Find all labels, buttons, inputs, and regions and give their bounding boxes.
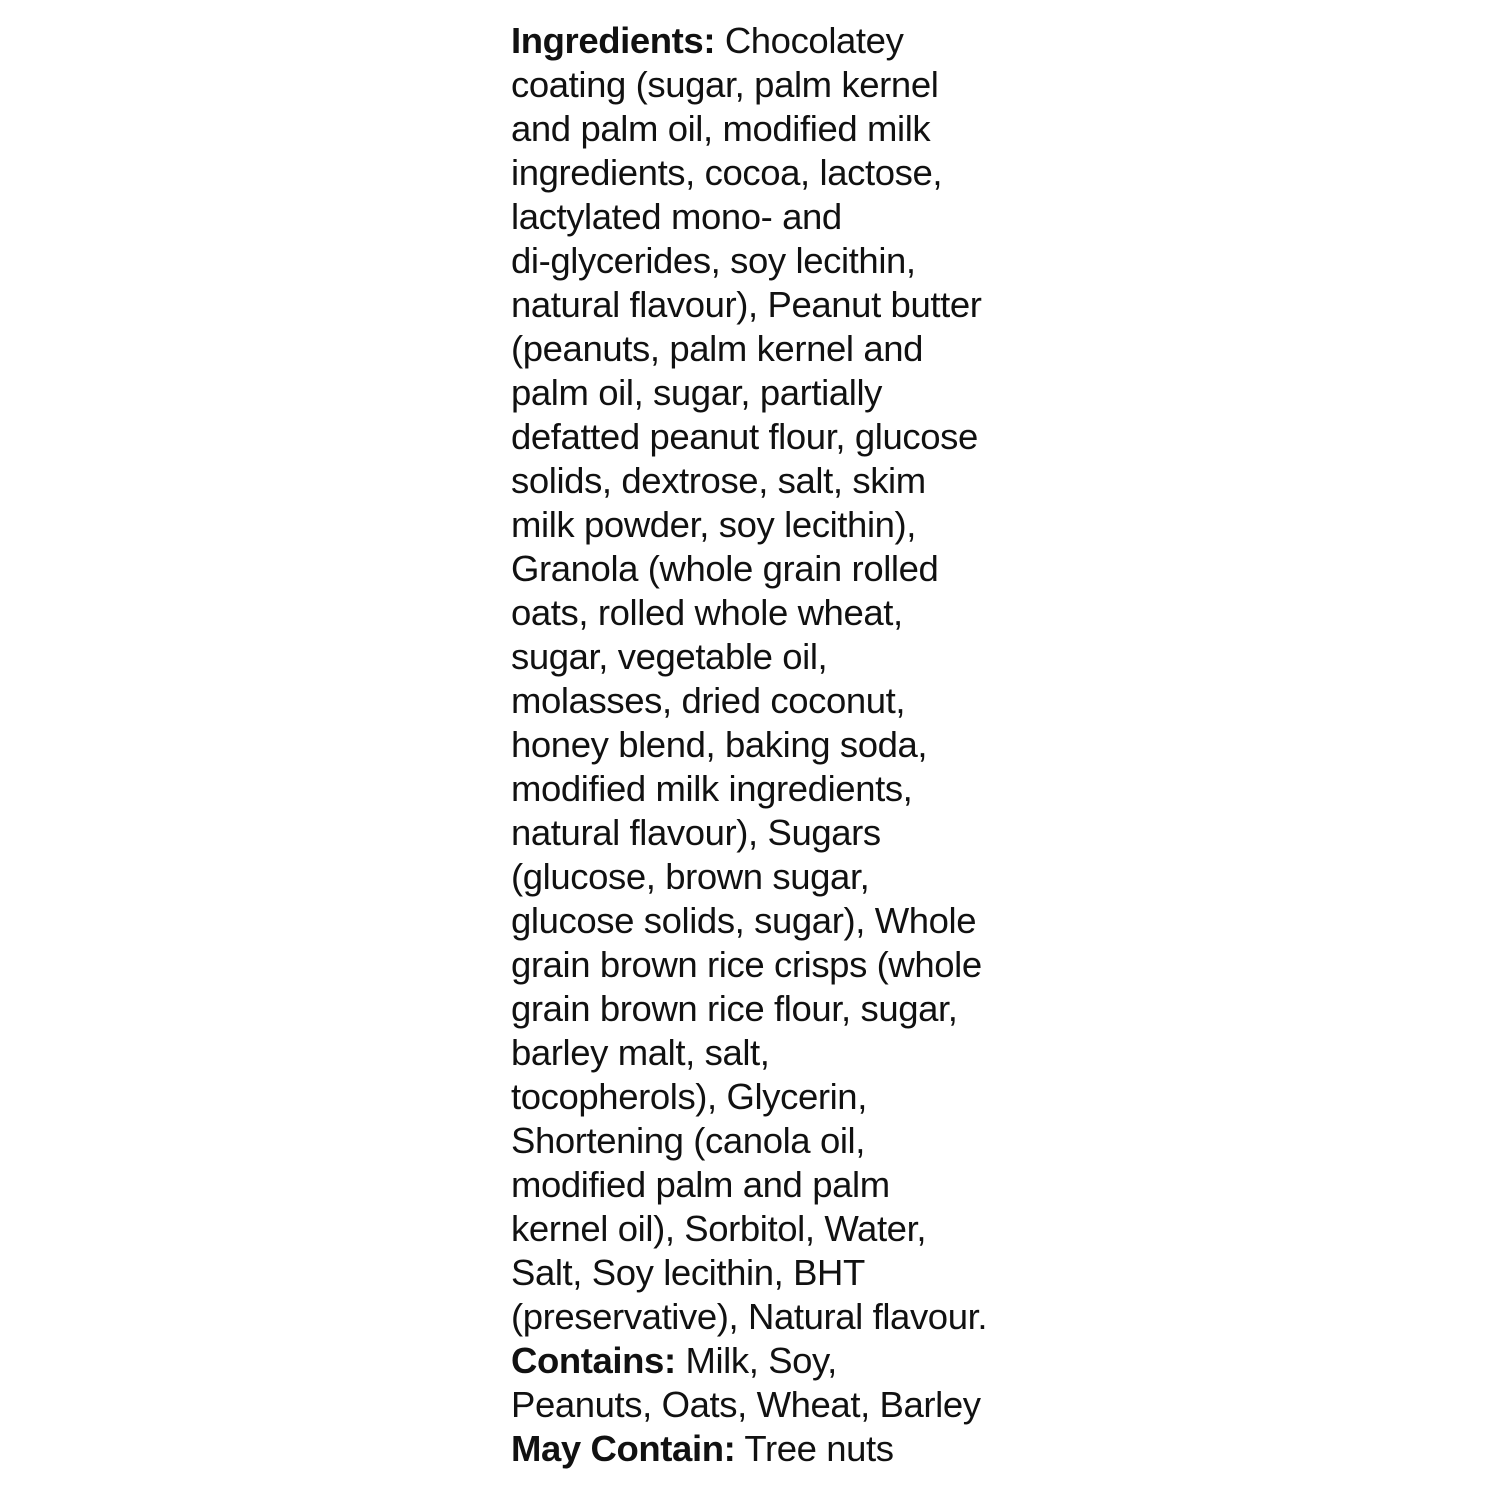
ingredients-text-line: natural flavour), Peanut butter: [511, 284, 982, 325]
ingredients-text-line: sugar, vegetable oil,: [511, 636, 828, 677]
may-contain-line: [511, 1427, 1031, 1471]
ingredients-text-line: di-glycerides, soy lecithin,: [511, 240, 916, 281]
ingredients-text-line: (peanuts, palm kernel and: [511, 328, 924, 369]
ingredients-heading: Ingredients:: [511, 20, 716, 61]
ingredients-text-line: ingredients, cocoa, lactose,: [511, 152, 943, 193]
ingredients-text-line: defatted peanut flour, glucose: [511, 416, 978, 457]
ingredients-text-line: natural flavour), Sugars: [511, 812, 881, 853]
contains-heading: Contains:: [511, 1340, 676, 1381]
may-contain-heading: May Contain:: [511, 1428, 736, 1469]
ingredients-text-line: barley malt, salt,: [511, 1032, 770, 1073]
ingredients-text-line: and palm oil, modified milk: [511, 108, 931, 149]
ingredients-text-line: oats, rolled whole wheat,: [511, 592, 903, 633]
ingredients-text: Chocolatey: [715, 20, 904, 61]
ingredients-text-line: (glucose, brown sugar,: [511, 856, 870, 897]
contains-text: Milk, Soy,: [675, 1340, 837, 1381]
ingredients-text-line: grain brown rice crisps (whole: [511, 944, 982, 985]
may-contain-text: Tree nuts: [735, 1428, 894, 1469]
contains-first-line: [511, 1339, 1031, 1383]
ingredients-text-line: glucose solids, sugar), Whole: [511, 900, 977, 941]
ingredients-text-line: kernel oil), Sorbitol, Water,: [511, 1208, 927, 1249]
ingredients-text-line: Shortening (canola oil,: [511, 1120, 866, 1161]
ingredients-text-line: modified milk ingredients,: [511, 768, 913, 809]
ingredients-text-line: lactylated mono- and: [511, 196, 842, 237]
ingredients-text-line: molasses, dried coconut,: [511, 680, 906, 721]
ingredients-text-line: milk powder, soy lecithin),: [511, 504, 917, 545]
ingredients-text-line: tocopherols), Glycerin,: [511, 1076, 867, 1117]
ingredients-text-line: honey blend, baking soda,: [511, 724, 928, 765]
contains-second-line: Peanuts, Oats, Wheat, Barley: [511, 1384, 981, 1425]
ingredients-text-line: (preservative), Natural flavour.: [511, 1296, 988, 1337]
ingredients-text-line: Granola (whole grain rolled: [511, 548, 939, 589]
ingredients-text-line: Salt, Soy lecithin, BHT: [511, 1252, 865, 1293]
ingredients-first-line: [511, 19, 1031, 63]
ingredients-text-line: grain brown rice flour, sugar,: [511, 988, 958, 1029]
ingredients-text-line: palm oil, sugar, partially: [511, 372, 882, 413]
ingredients-text-line: coating (sugar, palm kernel: [511, 64, 939, 105]
ingredients-text-line: solids, dextrose, salt, skim: [511, 460, 926, 501]
ingredients-label: [511, 19, 1031, 1471]
ingredients-text-line: modified palm and palm: [511, 1164, 890, 1205]
